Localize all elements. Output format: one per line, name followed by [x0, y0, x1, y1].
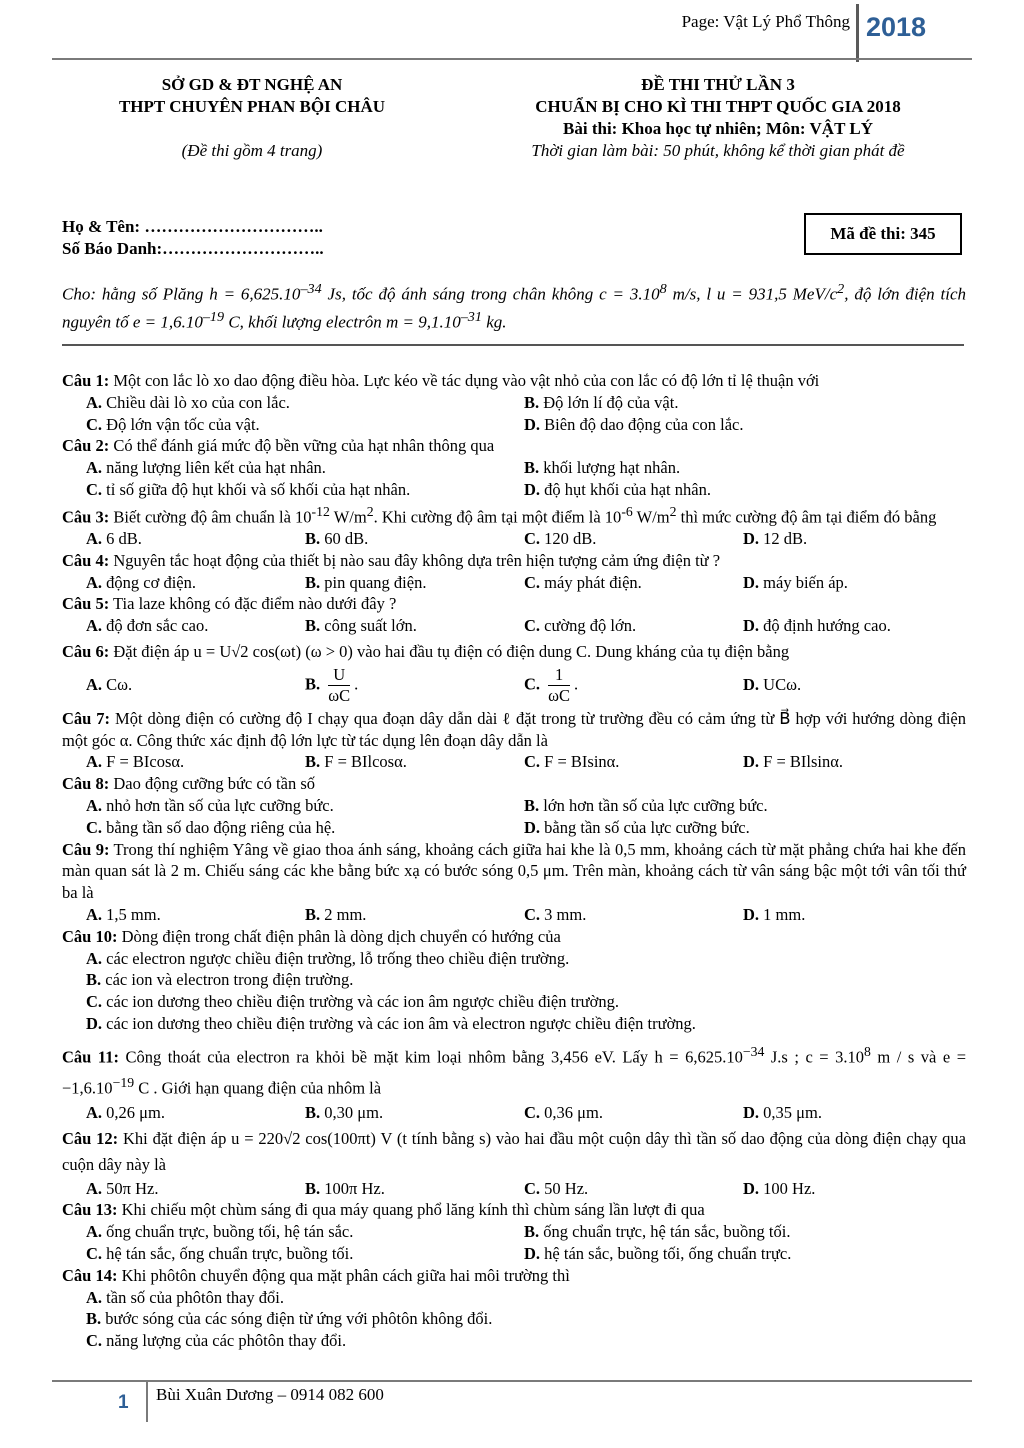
exam-title-block [470, 74, 966, 162]
option-d: D. hệ tán sắc, buồng tối, ống chuẩn trực. [524, 1244, 792, 1263]
option-c: C. máy phát điện. [524, 572, 642, 592]
candidate-id-line: Số Báo Danh:……………………….. [62, 239, 324, 258]
option-c: C. Độ lớn vận tốc của vật. [86, 414, 260, 434]
option-c: C. bằng tần số dao động riêng của hệ. [86, 817, 336, 837]
option-c: C. năng lượng của các phôtôn thay đổi. [86, 1331, 347, 1351]
option-d: D. UCω. [743, 675, 802, 695]
option-c: C. hệ tán sắc, ống chuẩn trực, buồng tối. [86, 1244, 354, 1263]
section-rule [62, 344, 964, 346]
option-b: B. lớn hơn tần số của lực cưỡng bức. [524, 796, 768, 816]
option-c: C. 3 mm. [524, 905, 587, 925]
question-14: Câu 14: Khi phôtôn chuyển động qua mặt phân cách giữa hai môi trường thì A. tần số của phôtôn thay đổi. B. bước sóng của các sóng điện từ ứng với phôtôn không đổi. C. năng lượng của các phôtôn thay đổi. [62, 1265, 966, 1352]
exam-duration: Thời gian làm bài: 50 phút, không kể thời gian phát đề [531, 141, 905, 160]
question-5: Câu 5: Tia laze không có đặc điểm nào dưới đây ? A. độ đơn sắc cao. B. công suất lớn. C. cường độ lớn. D. độ định hướng cao. [62, 593, 966, 637]
option-b: B. công suất lớn. [305, 616, 417, 636]
question-2: Câu 2: Có thể đánh giá mức độ bền vững của hạt nhân thông qua A. năng lượng liên kết của hạt nhân. B. khối lượng hạt nhân. C. tỉ số giữa độ hụt khối và số khối của hạt nhân. D. độ hụt khối của hạt nhân. [62, 435, 966, 500]
option-c: C. tỉ số giữa độ hụt khối và số khối của hạt nhân. [86, 479, 411, 499]
question-13: Câu 13: Khi chiếu một chùm sáng đi qua máy quang phổ lăng kính thì chùm sáng lần lượt đi qua A. ống chuẩn trực, buồng tối, hệ tán sắc. B. ống chuẩn trực, hệ tán sắc, buồng tối. C. hệ tán sắc, ống chuẩn trực, buồng tối. D. hệ tán sắc, buồng tối, ống chuẩn trực. [62, 1199, 966, 1264]
header-divider [856, 4, 859, 62]
question-6: Câu 6: Đặt điện áp u = U√2 cos(ωt) (ω > 0) vào hai đầu tụ điện có điện dung C. Dung kháng của tụ điện bằng A. Cω. B. $\frac{U}{\omega C}$ . C. $\frac{1}{\omega C}$ . D. UCω. [62, 641, 966, 706]
constants-paragraph: Cho: hằng số Plăng $h = 6,625.10^{-34}$ Js, tốc độ ánh sáng trong chân không $c = 3.10^8$ m/s, l u = 931,5 MeV/$c^2$, độ lớn điện tích nguyên tố $e = 1,6.10^{-19}$ C, khối lượng electrôn $m = 9,1.10^{-31}$ kg. [62, 281, 966, 332]
question-9: Câu 9: Trong thí nghiệm Yâng về giao thoa ánh sáng, khoảng cách giữa hai khe là 0,5 mm, khoảng cách từ mặt phẳng chứa hai khe đến màn quan sát là 2 m. Chiếu sáng các khe bằng bức xạ có bước sóng 0,5 μm. Trên màn, khoảng cách từ vân sáng bậc một tới vân tối thứ ba là A. 1,5 mm. B. 2 mm. C. 3 mm. D. 1 mm. [62, 839, 966, 925]
option-d: D. 100 Hz. [743, 1178, 816, 1198]
option-a: A. Chiều dài lò xo của con lắc. [86, 392, 290, 412]
option-a: A. năng lượng liên kết của hạt nhân. [86, 458, 326, 478]
option-a: A. tần số của phôtôn thay đổi. [86, 1287, 284, 1307]
option-c: C. cường độ lớn. [524, 616, 637, 636]
exam-subject: Bài thi: Khoa học tự nhiên; Môn: VẬT LÝ [563, 119, 873, 138]
option-a: A. Cω. [86, 675, 133, 695]
option-d: D. F = BIlsinα. [743, 752, 844, 772]
option-a: A. 1,5 mm. [86, 905, 161, 925]
option-a: A. F = BIcosα. [86, 752, 185, 772]
header-rule [52, 58, 972, 60]
option-b: B. ống chuẩn trực, hệ tán sắc, buồng tối. [524, 1222, 791, 1242]
page-number: 1 [118, 1392, 129, 1413]
option-c: C. $\frac{1}{\omega C}$ . [524, 664, 579, 705]
option-a: A. 6 dB. [86, 529, 142, 549]
option-b: B. 60 dB. [305, 529, 369, 549]
option-c: C. các ion dương theo chiều điện trường và các ion âm ngược chiều điện trường. [86, 992, 619, 1012]
department-name: SỞ GD & ĐT NGHỆ AN [161, 75, 343, 94]
option-d: D. 12 dB. [743, 529, 808, 549]
question-10: Câu 10: Dòng điện trong chất điện phân là dòng dịch chuyển có hướng của A. các electron ngược chiều điện trường, lỗ trống theo chiều điện trường. B. các ion và electron trong điện trường. C. các ion dương theo chiều điện trường và các ion âm ngược chiều điện trường. D. các ion dương theo chiều điện trường và các ion âm và electron ngược chiều điện trường. [62, 926, 966, 1035]
footer-divider [146, 1382, 148, 1422]
footer-rule [52, 1380, 972, 1382]
question-1: Câu 1: Một con lắc lò xo dao động điều hòa. Lực kéo về tác dụng vào vật nhỏ của con lắc có độ lớn tỉ lệ thuận với A. Chiều dài lò xo của con lắc. B. Độ lớn lí độ của vật. C. Độ lớn vận tốc của vật. D. Biên độ dao động của con lắc. [62, 370, 966, 435]
option-b: B. bước sóng của các sóng điện từ ứng với phôtôn không đổi. [86, 1309, 493, 1329]
option-d: D. máy biến áp. [743, 572, 848, 592]
option-a: A. 0,26 μm. [86, 1102, 165, 1122]
exam-title: ĐỀ THI THỬ LẦN 3 [641, 75, 795, 94]
option-b: B. pin quang điện. [305, 572, 427, 592]
option-c: C. 0,36 μm. [524, 1102, 603, 1122]
option-d: D. các ion dương theo chiều điện trường và các ion âm và electron ngược chiều điện trường. [86, 1014, 696, 1034]
option-a: A. 50π Hz. [86, 1178, 159, 1198]
question-12: Câu 12: Khi đặt điện áp u = 220√2 cos(100πt) V (t tính bằng s) vào hai đầu một cuộn dây thì tần số dao động của dòng điện chạy qua cuộn dây này là A. 50π Hz. B. 100π Hz. C. 50 Hz. D. 100 Hz. [62, 1128, 967, 1198]
option-b: B. Độ lớn lí độ của vật. [524, 392, 679, 412]
option-d: D. 0,35 μm. [743, 1102, 822, 1122]
page-label: Page: Vật Lý Phổ Thông [681, 12, 850, 31]
option-c: C. F = BIsinα. [524, 752, 620, 772]
footer-author: Bùi Xuân Dương – 0914 082 600 [156, 1385, 384, 1404]
option-c: C. 50 Hz. [524, 1178, 589, 1198]
question-11: Câu 11: Công thoát của electron ra khỏi bề mặt kim loại nhôm bằng 3,456 eV. Lấy $h = 6,625.10^{-34}$ J.s ; $c = 3.10^8$ m / s và $e = -1,6.10^{-19}$ C . Giới hạn quang điện của nhôm là A. 0,26 μm. B. 0,30 μm. C. 0,36 μm. D. 0,35 μm. [62, 1043, 967, 1122]
option-b: B. các ion và electron trong điện trường. [86, 970, 354, 990]
option-a: A. độ đơn sắc cao. [86, 616, 209, 636]
candidate-info [62, 216, 324, 260]
exam-code-box: Mã đề thi: 345 [804, 213, 962, 255]
pages-note: (Đề thi gồm 4 trang) [181, 141, 323, 160]
option-d: D. độ hụt khối của hạt nhân. [524, 479, 711, 499]
option-a: A. ống chuẩn trực, buồng tối, hệ tán sắc. [86, 1222, 354, 1242]
candidate-name-line: Họ & Tên: ………………………….. [62, 217, 323, 236]
question-3: Câu 3: Biết cường độ âm chuẩn là $10^{-12}$ $W/m^2$. Khi cường độ âm tại một điểm là $10^{-6}$ $W/m^2$ thì mức cường độ âm tại điểm đó bằng A. 6 dB. B. 60 dB. C. 120 dB. D. 12 dB. [62, 501, 966, 550]
school-block [62, 74, 442, 162]
option-b: B. $\frac{U}{\omega C}$ . [305, 664, 359, 705]
question-7: Câu 7: Một dòng điện có cường độ I chạy qua đoạn dây dẫn dài ℓ đặt trong từ trường đều có cảm ứng từ B⃗ hợp với hướng dòng điện một góc α. Công thức xác định độ lớn lực từ tác dụng lên đoạn dây dẫn là A. F = BIcosα. B. F = BIlcosα. C. F = BIsinα. D. F = BIlsinα. [62, 708, 967, 772]
option-b: B. 0,30 μm. [305, 1102, 384, 1122]
option-b: B. 2 mm. [305, 905, 367, 925]
exam-subtitle: CHUẨN BỊ CHO KÌ THI THPT QUỐC GIA 2018 [535, 97, 901, 116]
option-a: A. động cơ điện. [86, 572, 197, 592]
option-d: D. 1 mm. [743, 905, 806, 925]
option-b: B. 100π Hz. [305, 1178, 385, 1198]
option-c: C. 120 dB. [524, 529, 597, 549]
option-a: A. nhỏ hơn tần số của lực cưỡng bức. [86, 796, 334, 816]
option-d: D. Biên độ dao động của con lắc. [524, 414, 744, 434]
option-d: D. độ định hướng cao. [743, 616, 891, 636]
option-a: A. các electron ngược chiều điện trường, lỗ trống theo chiều điện trường. [86, 948, 570, 968]
school-name: THPT CHUYÊN PHAN BỘI CHÂU [118, 97, 386, 116]
question-8: Câu 8: Dao động cưỡng bức có tần số A. nhỏ hơn tần số của lực cưỡng bức. B. lớn hơn tần số của lực cưỡng bức. C. bằng tần số dao động riêng của hệ. D. bằng tần số của lực cưỡng bức. [62, 773, 966, 838]
header-year: 2018 [866, 12, 927, 42]
option-b: B. khối lượng hạt nhân. [524, 458, 681, 478]
question-4: Câu 4: Nguyên tắc hoạt động của thiết bị nào sau đây không dựa trên hiện tượng cảm ứng điện từ ? A. động cơ điện. B. pin quang điện. C. máy phát điện. D. máy biến áp. [62, 550, 966, 594]
question-list [62, 370, 966, 1352]
option-d: D. bằng tần số của lực cưỡng bức. [524, 817, 750, 837]
option-b: B. F = BIlcosα. [305, 752, 407, 772]
